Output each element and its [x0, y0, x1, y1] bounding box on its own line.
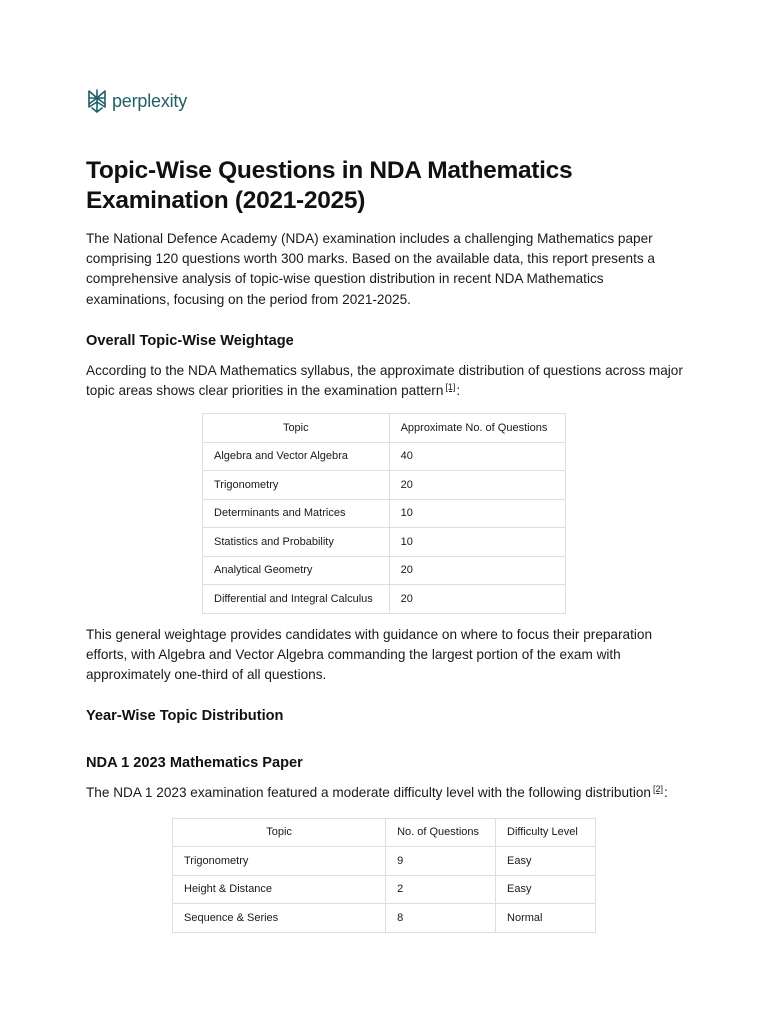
overall-weightage-text: According to the NDA Mathematics syllabus, the approximate distribution of questions across major topic areas shows clear priorities in the examination pattern — [86, 362, 683, 399]
cell-difficulty: Normal — [496, 904, 596, 933]
column-header-topic: Topic — [173, 818, 386, 847]
section-heading-year-wise: Year-Wise Topic Distribution — [86, 708, 284, 725]
overall-weightage-table — [202, 413, 566, 614]
table-row — [203, 442, 566, 471]
overall-weightage-paragraph — [86, 361, 686, 401]
cell-topic: Trigonometry — [173, 847, 386, 876]
cell-topic: Determinants and Matrices — [203, 499, 390, 528]
column-header-no-of-questions: No. of Questions — [386, 818, 496, 847]
cell-topic: Height & Distance — [173, 875, 386, 904]
cell-topic: Statistics and Probability — [203, 528, 390, 557]
cell-topic: Sequence & Series — [173, 904, 386, 933]
cell-difficulty: Easy — [496, 875, 596, 904]
table-row — [203, 499, 566, 528]
nda-2023-table — [172, 818, 596, 933]
citation-link-2[interactable]: [2] — [652, 784, 663, 795]
section-heading-overall-weightage: Overall Topic-Wise Weightage — [86, 332, 294, 349]
cell-questions: 8 — [386, 904, 496, 933]
page-title: Topic-Wise Questions in NDA Mathematics Examination (2021-2025) — [86, 157, 573, 214]
cell-topic: Differential and Integral Calculus — [203, 585, 390, 614]
cell-questions: 9 — [386, 847, 496, 876]
cell-questions: 2 — [386, 875, 496, 904]
column-header-difficulty-level: Difficulty Level — [496, 818, 596, 847]
perplexity-logo[interactable] — [86, 89, 187, 113]
table-row — [203, 471, 566, 500]
cell-questions: 20 — [389, 556, 565, 585]
table-row — [173, 875, 596, 904]
table-header-row — [173, 818, 596, 847]
table-row — [203, 528, 566, 557]
cell-difficulty: Easy — [496, 847, 596, 876]
table-row — [203, 585, 566, 614]
cell-questions: 10 — [389, 499, 565, 528]
intro-paragraph: The National Defence Academy (NDA) examination includes a challenging Mathematics paper comprising 120 questions worth 300 marks. Based on the available data, this report presents a comprehensive analysis of topic-wise question distribution in recent NDA Mathematics examinations, focusing on the period from 2021-2025. — [86, 231, 655, 307]
cell-questions: 20 — [389, 471, 565, 500]
cell-questions: 40 — [389, 442, 565, 471]
nda-2023-colon: : — [663, 785, 668, 801]
perplexity-logo-icon — [86, 89, 108, 113]
cell-questions: 20 — [389, 585, 565, 614]
report-content — [86, 156, 686, 933]
perplexity-logo-text: perplexity — [112, 90, 188, 111]
weightage-summary-paragraph: This general weightage provides candidates with guidance on where to focus their preparation efforts, with Algebra and Vector Algebra commanding the largest portion of the exam with approximately one-third of all questions. — [86, 626, 652, 683]
table-row — [173, 904, 596, 933]
column-header-topic: Topic — [203, 414, 390, 443]
cell-topic: Analytical Geometry — [203, 556, 390, 585]
nda-2023-text: The NDA 1 2023 examination featured a moderate difficulty level with the following distribution — [86, 785, 651, 801]
table-header-row — [203, 414, 566, 443]
citation-link-1[interactable]: [1] — [445, 382, 456, 393]
nda-2023-paragraph — [86, 783, 686, 803]
section-heading-nda-1-2023: NDA 1 2023 Mathematics Paper — [86, 755, 303, 772]
table-row — [173, 847, 596, 876]
column-header-approx-questions: Approximate No. of Questions — [389, 414, 565, 443]
overall-weightage-colon: : — [456, 383, 461, 399]
cell-topic: Algebra and Vector Algebra — [203, 442, 390, 471]
table-row — [203, 556, 566, 585]
cell-topic: Trigonometry — [203, 471, 390, 500]
cell-questions: 10 — [389, 528, 565, 557]
